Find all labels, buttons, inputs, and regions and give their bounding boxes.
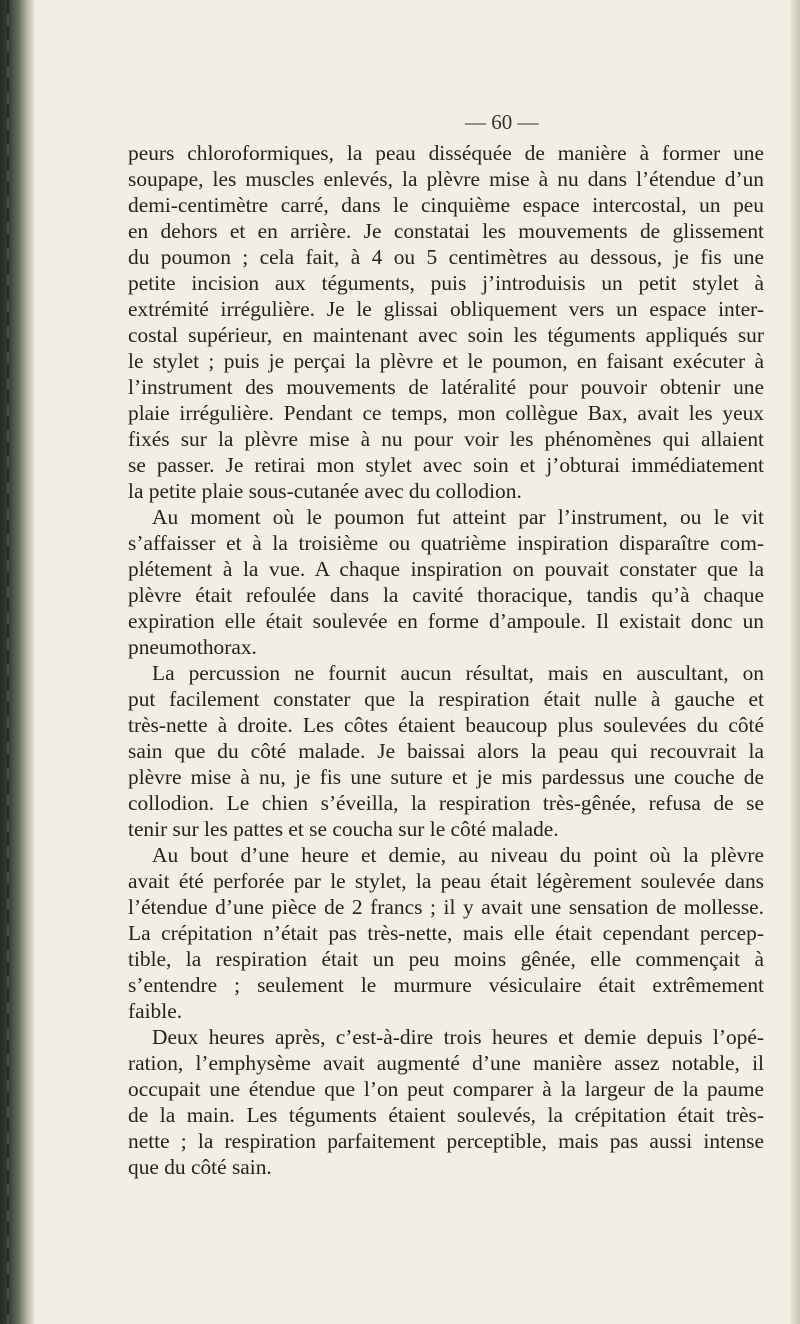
text-line: plaie irrégulière. Pendant ce temps, mon collègue Bax, avait les yeux — [128, 401, 764, 425]
text-line: nette ; la respiration parfaitement perceptible, mais pas aussi intense — [128, 1129, 764, 1153]
text-line: Deux heures après, c’est-à-dire trois heures et demie depuis l’opé- — [152, 1025, 764, 1049]
text-line: soupape, les muscles enlevés, la plèvre mise à nu dans l’étendue d’un — [128, 167, 764, 191]
text-line: se passer. Je retirai mon stylet avec soin et j’obturai immédiatement — [128, 453, 764, 477]
text-line: tenir sur les pattes et se coucha sur le côté malade. — [128, 817, 559, 841]
text-line: s’entendre ; seulement le murmure vésiculaire était extrêmement — [128, 973, 764, 997]
text-line: ration, l’emphysème avait augmenté d’une manière assez notable, il — [128, 1051, 764, 1075]
text-line: sain que du côté malade. Je baissai alors la peau qui recouvrait la — [128, 739, 764, 763]
text-line: plétement à la vue. A chaque inspiration on pouvait constater que la — [128, 557, 764, 581]
text-line: occupait une étendue que l’on peut comparer à la largeur de la paume — [128, 1077, 764, 1101]
text-line: l’instrument des mouvements de latéralité pour pouvoir obtenir une — [128, 375, 764, 399]
book-binding-edge — [0, 0, 34, 1324]
text-line: plèvre était refoulée dans la cavité thoracique, tandis qu’à chaque — [128, 583, 764, 607]
text-line: l’étendue d’une pièce de 2 francs ; il y avait une sensation de mollesse. — [128, 895, 764, 919]
text-line: du poumon ; cela fait, à 4 ou 5 centimètres au dessous, je fis une — [128, 245, 764, 269]
text-line: s’affaisser et à la troisième ou quatrième inspiration disparaître com- — [128, 531, 764, 555]
text-line: Au moment où le poumon fut atteint par l’instrument, ou le vit — [152, 505, 764, 529]
text-line: La crépitation n’était pas très-nette, mais elle était cependant percep- — [128, 921, 764, 945]
text-line: costal supérieur, en maintenant avec soin les téguments appliqués sur — [128, 323, 764, 347]
text-line: avait été perforée par le stylet, la peau était légèrement soulevée dans — [128, 869, 764, 893]
text-line: demi-centimètre carré, dans le cinquième espace intercostal, un peu — [128, 193, 764, 217]
text-line: la petite plaie sous-cutanée avec du collodion. — [128, 479, 522, 503]
text-line: faible. — [128, 999, 183, 1023]
text-line: Au bout d’une heure et demie, au niveau du point où la plèvre — [152, 843, 764, 867]
text-line: fixés sur la plèvre mise à nu pour voir les phénomènes qui allaient — [128, 427, 764, 451]
text-line: peurs chloroformiques, la peau disséquée de manière à former une — [128, 141, 764, 165]
text-line: tible, la respiration était un peu moins gênée, elle commençait à — [128, 947, 764, 971]
text-line: expiration elle était soulevée en forme d’ampoule. Il existait donc un — [128, 609, 764, 633]
page-right-edge — [790, 0, 800, 1324]
page-number: — 60 — — [465, 110, 539, 134]
text-line: que du côté sain. — [128, 1155, 272, 1179]
text-line: de la main. Les téguments étaient soulevés, la crépitation était très- — [128, 1103, 764, 1127]
page-text-body — [128, 140, 764, 1180]
text-line: La percussion ne fournit aucun résultat, mais en auscultant, on — [152, 661, 764, 685]
text-line: plèvre mise à nu, je fis une suture et je mis pardessus une couche de — [128, 765, 764, 789]
text-line: petite incision aux téguments, puis j’introduisis un petit stylet à — [128, 271, 764, 295]
text-line: collodion. Le chien s’éveilla, la respiration très-gênée, refusa de se — [128, 791, 764, 815]
text-line: extrémité irrégulière. Je le glissai obliquement vers un espace inter- — [128, 297, 764, 321]
text-line: put facilement constater que la respiration était nulle à gauche et — [128, 687, 764, 711]
text-line: en dehors et en arrière. Je constatai les mouvements de glissement — [128, 219, 764, 243]
text-line: le stylet ; puis je perçai la plèvre et le poumon, en faisant exécuter à — [128, 349, 764, 373]
text-line: pneumothorax. — [128, 635, 257, 659]
text-line: très-nette à droite. Les côtes étaient beaucoup plus soulevées du côté — [128, 713, 764, 737]
